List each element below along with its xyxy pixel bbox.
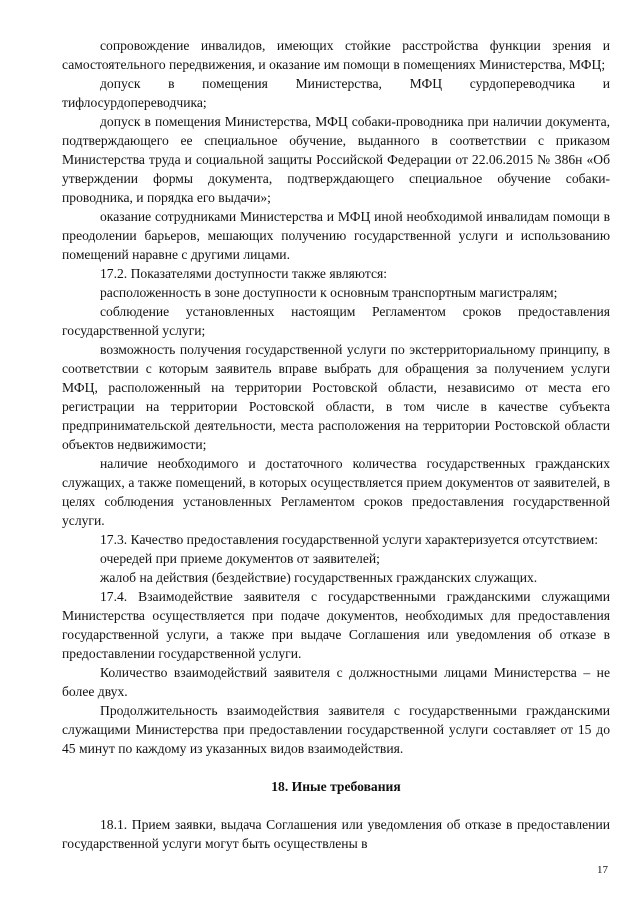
- paragraph-escort-disabled: сопровождение инвалидов, имеющих стойкие расстройства функции зрения и самостоятельного передвижения, и оказание им помощи в помещениях Министерства, МФЦ;: [62, 38, 610, 72]
- paragraph-17-4: 17.4. Взаимодействие заявителя с государственными гражданскими служащими Министерства осуществляется при подаче документов, необходимых для предоставления государственной услуги, а также при выдаче Соглашения или уведомления об отказе в предоставлении государственной услуги.: [62, 589, 610, 661]
- paragraph-17-3: 17.3. Качество предоставления государственной услуги характеризуется отсутствием:: [100, 532, 599, 547]
- paragraph-18-1: 18.1. Прием заявки, выдача Соглашения или уведомления об отказе в предоставлении государственной услуги могут быть осуществлены в: [62, 817, 610, 851]
- page-number: 17: [597, 864, 608, 876]
- paragraph-staff-sufficiency: наличие необходимого и достаточного количества государственных гражданских служащих, а также помещений, в которых осуществляется прием документов от заявителей, в целях соблюдения установленных Регламентом сроков предоставления государственной услуги.: [62, 456, 610, 528]
- paragraph-transport-access: расположенность в зоне доступности к основным транспортным магистралям;: [100, 285, 558, 300]
- paragraph-no-complaints: жалоб на действия (бездействие) государственных гражданских служащих.: [100, 570, 538, 585]
- section-heading: 18. Иные требования: [271, 779, 401, 794]
- paragraph-guide-dog: допуск в помещения Министерства, МФЦ собаки-проводника при наличии документа, подтверждающего ее специальное обучение, выданного в соответствии с приказом Министерства труда и социальной защиты Российской Федерации от 22.06.2015 № 386н «Об утверждении формы документа, подтверждающего специальное обучение собаки-проводника, и порядка его выдачи»;: [62, 114, 610, 205]
- document-body: [62, 36, 610, 853]
- paragraph-17-2: 17.2. Показателями доступности также являются:: [100, 266, 388, 281]
- paragraph-interaction-duration: Продолжительность взаимодействия заявителя с государственными гражданскими служащими Министерства при предоставлении государственной услуги составляет от 15 до 45 минут по каждому из указанных видов взаимодействия.: [62, 703, 610, 756]
- paragraph-extraterritorial: возможность получения государственной услуги по экстерриториальному принципу, в соответствии с которым заявитель вправе выбрать для обращения за получением услуги МФЦ, расположенный на территории Ростовской области, независимо от места его регистрации на территории Ростовской области, в том числе в качестве субъекта предпринимательской деятельности, места расположения на территории Ростовской области объектов недвижимости;: [62, 342, 610, 452]
- paragraph-sign-interpreter: допуск в помещения Министерства, МФЦ сурдопереводчика и тифлосурдопереводчика;: [62, 76, 610, 110]
- paragraph-interaction-count: Количество взаимодействий заявителя с должностными лицами Министерства – не более двух.: [62, 665, 610, 699]
- paragraph-no-queues: очередей при приеме документов от заявителей;: [100, 551, 380, 566]
- paragraph-deadlines: соблюдение установленных настоящим Регламентом сроков предоставления государственной услуги;: [62, 304, 610, 338]
- paragraph-staff-assistance: оказание сотрудниками Министерства и МФЦ иной необходимой инвалидам помощи в преодолении барьеров, мешающих получению государственной услуги и использованию помещений наравне с другими лицами.: [62, 209, 610, 262]
